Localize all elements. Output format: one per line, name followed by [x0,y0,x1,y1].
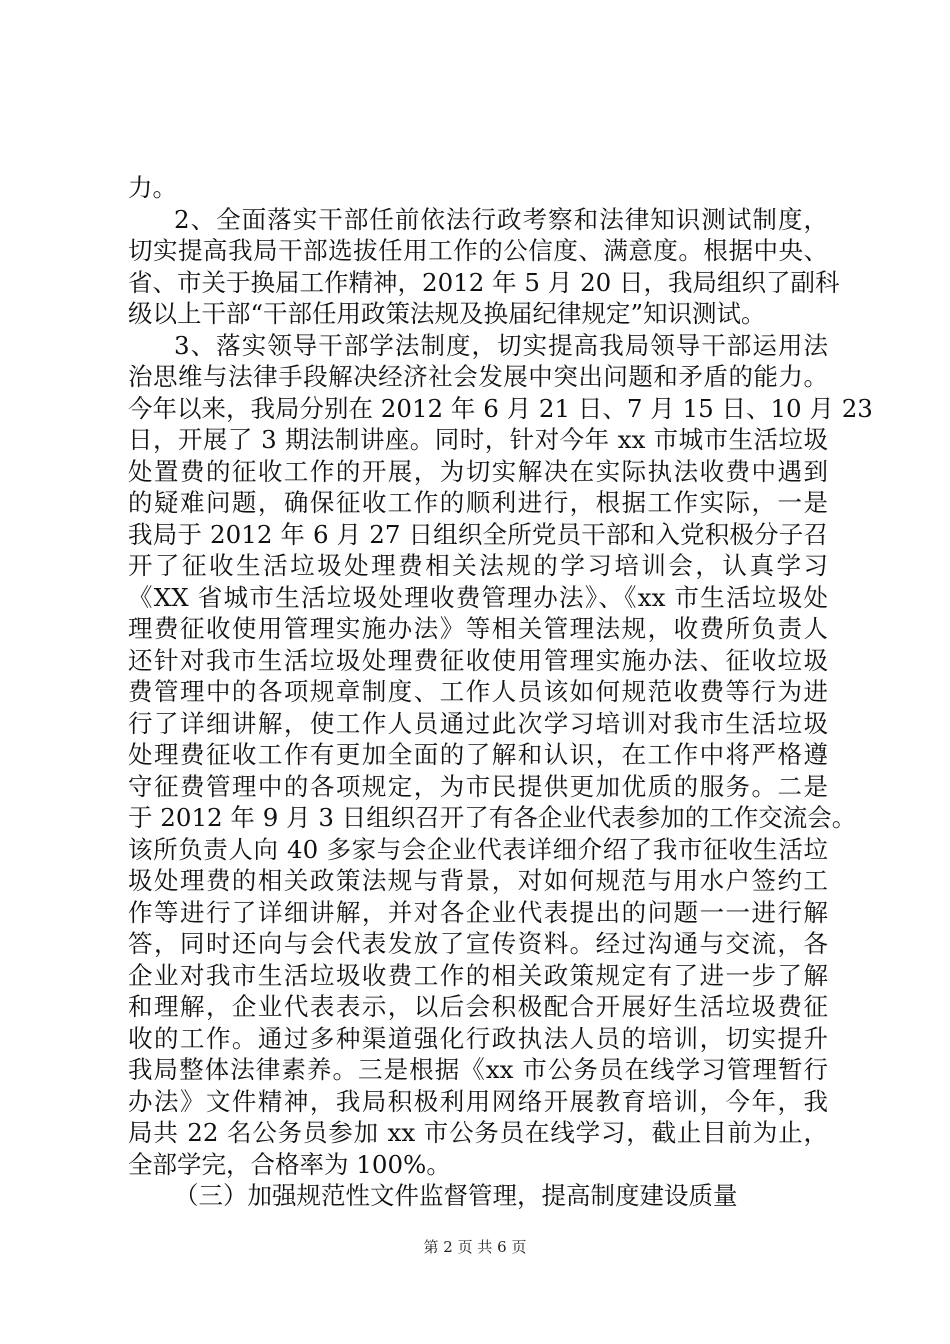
text-line: 作等进行了详细讲解，并对各企业代表提出的问题一一进行解 [128,897,828,927]
text-line: 费管理中的各项规章制度、工作人员该如何规范收费等行为进 [128,677,828,706]
text-line: 今年以来，我局分别在 2012 年 6 月 21 日、7 月 15 日、10 月 23 [128,393,873,423]
body-text [128,172,873,1212]
text-line: 圾处理费的相关政策法规与背景，对如何规范与用水户签约工 [128,866,828,895]
text-line: 企业对我市生活垃圾收费工作的相关政策规定有了进一步了解 [128,960,828,990]
text-line: 行了详细讲解，使工作人员通过此次学习培训对我市生活垃圾 [128,708,828,738]
text-line: 和理解，企业代表表示，以后会积极配合开展好生活垃圾费征 [128,992,828,1021]
text-line: 我局于 2012 年 6 月 27 日组织全所党员干部和入党积极分子召 [128,519,828,549]
text-line: 收的工作。通过多种渠道强化行政执法人员的培训，切实提升 [128,1023,828,1053]
text-line: 全部学完，合格率为 100%。 [128,1149,451,1179]
text-line: 《XX 省城市生活垃圾处理收费管理办法》、《xx 市生活垃圾处 [128,582,828,612]
text-line: 还针对我市生活垃圾处理费征收使用管理实施办法、征收垃圾 [128,645,828,675]
text-line: 我局整体法律素养。三是根据《xx 市公务员在线学习管理暂行 [128,1055,828,1084]
text-line: 级以上干部“干部任用政策法规及换届纪律规定”知识测试。 [128,299,766,328]
section-heading: （三）加强规范性文件监督管理，提高制度建设质量 [174,1181,738,1210]
text-line: 的疑难问题，确保征收工作的顺利进行，根据工作实际，一是 [128,488,828,517]
page-number: 第 2 页 共 6 页 [423,1238,527,1256]
text-line: 守征费管理中的各项规定，为市民提供更加优质的服务。二是 [128,771,828,801]
text-line: 该所负责人向 40 多家与会企业代表详细介绍了我市征收生活垃 [128,834,828,864]
text-line: 局共 22 名公务员参加 xx 市公务员在线学习，截止目前为止， [128,1118,828,1147]
text-line: 力。 [128,173,177,202]
text-line: 答，同时还向与会代表发放了宣传资料。经过沟通与交流，各 [128,929,828,958]
text-line: 于 2012 年 9 月 3 日组织召开了有各企业代表参加的工作交流会。 [128,803,857,832]
text-line: 理费征收使用管理实施办法》等相关管理法规，收费所负责人 [128,614,828,643]
text-line: 省、市关于换届工作精神，2012 年 5 月 20 日，我局组织了副科 [128,267,840,297]
text-line: 开了征收生活垃圾处理费相关法规的学习培训会，认真学习 [128,551,828,580]
text-line: 办法》文件精神，我局积极利用网络开展教育培训，今年，我 [128,1086,828,1116]
text-line: 3、落实领导干部学法制度，切实提高我局领导干部运用法 [174,330,828,360]
text-line: 处理费征收工作有更加全面的了解和认识，在工作中将严格遵 [128,740,828,769]
text-line: 处置费的征收工作的开展，为切实解决在实际执法收费中遇到 [128,456,828,486]
text-line: 切实提高我局干部选拔任用工作的公信度、满意度。根据中央、 [128,236,828,265]
text-line: 2、全面落实干部任前依法行政考察和法律知识测试制度， [174,204,828,234]
text-line: 治思维与法律手段解决经济社会发展中突出问题和矛盾的能力。 [128,362,828,391]
text-line: 日，开展了 3 期法制讲座。同时，针对今年 xx 市城市生活垃圾 [128,425,828,454]
